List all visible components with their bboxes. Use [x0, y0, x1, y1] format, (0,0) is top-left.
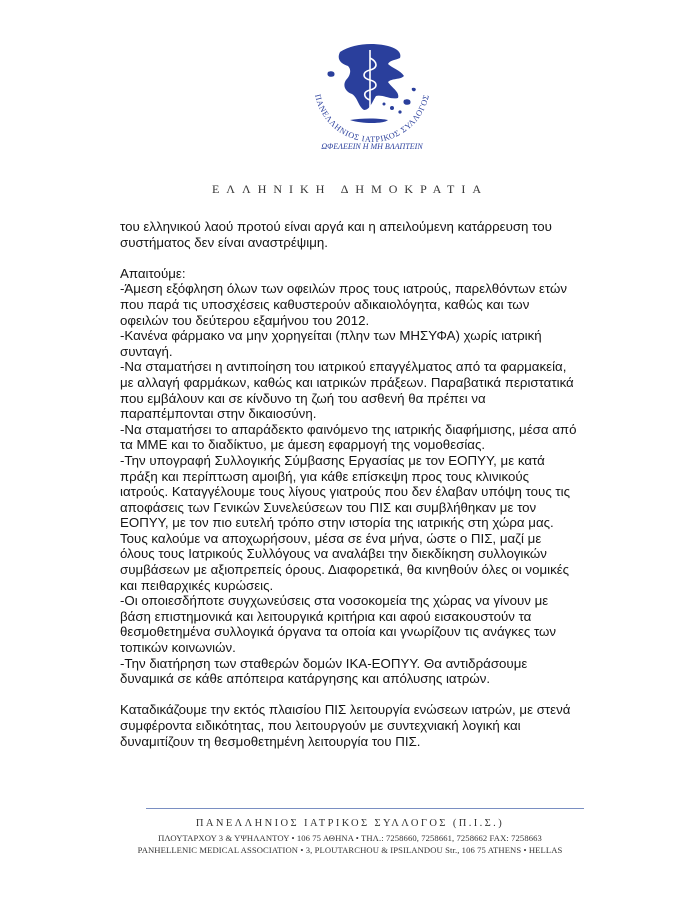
- body-line: που εμβάλουν και σε κίνδυνο τη ζωή του ασθενή θα πρέπει να: [120, 390, 486, 406]
- paragraph-break: [120, 250, 640, 266]
- body-line: αποφάσεις των Γενικών Συνελεύσεων του ΠΙΣ και συμβλήθηκαν με τον: [120, 499, 537, 515]
- association-logo: [292, 38, 452, 156]
- body-line: -Άμεση εξόφληση όλων των οφειλών προς τους ιατρούς, παρελθόντων ετών: [120, 281, 568, 297]
- footer-association-name: ΠΑΝΕΛΛΗΝΙΟΣ ΙΑΤΡΙΚΟΣ ΣΥΛΛΟΓΟΣ (Π.Ι.Σ.): [195, 818, 505, 829]
- body-line: -Την διατήρηση των σταθερών δομών ΙΚΑ-ΕΟΠΥΥ. Θα αντιδράσουμε: [120, 655, 528, 671]
- body-line: πράξη και περίπτωση αμοιβή, για κάθε επίσκεψη προς τους κλινικούς: [120, 468, 530, 484]
- body-line: Τους καλούμε να αποχωρήσουν, μέσα σε ένα μήνα, ώστε ο ΠΙΣ, μαζί με: [120, 530, 542, 546]
- body-line: όλους τους Ιατρικούς Συλλόγους να αναλάβει την διεκδίκηση συλλογικών: [120, 546, 547, 562]
- footer-divider: [146, 808, 584, 809]
- body-line: Καταδικάζουμε την εκτός πλαισίου ΠΙΣ λειτουργία ενώσεων ιατρών, με στενά: [120, 702, 571, 718]
- body-line: -Οι οποιεσδήποτε συγχωνεύσεις στα νοσοκομεία της χώρας να γίνουν με: [120, 593, 549, 609]
- body-line: τα ΜΜΕ και το διαδίκτυο, με άμεση εφαρμογή της νομοθεσίας.: [120, 437, 486, 453]
- footer-address-english: PANHELLENIC MEDICAL ASSOCIATION • 3, PLOUTARCHOU & IPSILANDOU Str., 106 75 ATHENS • HELLAS: [137, 845, 563, 855]
- greece-map-icon: [327, 44, 415, 123]
- body-line: οφειλών του δεύτερου εξαμήνου του 2012.: [120, 312, 370, 328]
- body-line: -Την υπογραφή Συλλογικής Σύμβασης Εργασίας με τον ΕΟΠΥΥ, με κατά: [120, 452, 545, 468]
- body-line: δυναμιτίζουν τη θεσμοθετημένη λειτουργία του ΠΙΣ.: [120, 733, 421, 749]
- body-line: παραπέμπονται στην δικαιοσύνη.: [120, 406, 317, 422]
- body-line: βάση επιστημονικά και λειτουργικά κριτήρια και αφού εισακουστούν τα: [120, 608, 532, 624]
- body-line: και πειθαρχικές κυρώσεις.: [120, 577, 274, 593]
- body-line: δυναμικά σε κάθε απόπειρα κατάργησης και απόλυσης ιατρών.: [120, 671, 491, 687]
- paragraph-break: [120, 687, 640, 703]
- body-line: με αλλαγή φαρμάκων, καθώς και ιατρικών πράξεων. Παραβατικά περιστατικά: [120, 374, 574, 390]
- body-line: συμβάσεων με αξιοπρεπείς όρους. Διαφορετικά, θα κινηθούν όλες οι νομικές: [120, 562, 570, 578]
- body-line: του ελληνικού λαού προτού είναι αργά και η απειλούμενη κατάρρευση του: [120, 219, 552, 234]
- body-line: Απαιτούμε:: [120, 265, 186, 281]
- logo-motto: ΩΦΕΛΕΕΙΝ Η ΜΗ ΒΛΑΠΤΕΙΝ: [321, 142, 423, 151]
- body-line: συμφέροντα ειδικότητας, που λειτουργούν με συντεχνιακή λογική και: [120, 718, 521, 733]
- body-line: -Να σταματήσει η αντιποίηση του ιατρικού επαγγέλματος από τα φαρμακεία,: [120, 359, 567, 375]
- republic-heading: ΕΛΛΗΝΙΚΗ ΔΗΜΟΚΡΑΤΙΑ: [211, 182, 489, 196]
- body-line: ΕΟΠΥΥ, με τον πιο ευτελή τρόπο στην ιστορία της ιατρικής στη χώρα μας.: [120, 515, 554, 531]
- body-line: -Να σταματήσει το απαράδεκτο φαινόμενο της ιατρικής διαφήμισης, μέσα από: [120, 421, 577, 437]
- letter-body: [120, 219, 640, 749]
- body-line: θεσμοθετημένα συλλογικά όργανα τα οποία και γνωρίζουν τις ανάγκες των: [120, 624, 557, 640]
- body-line: συνταγή.: [120, 343, 173, 359]
- body-line: συστήματος δεν είναι αναστρέψιμη.: [120, 234, 328, 250]
- body-line: που παρά τις υποσχέσεις καθυστερούν αδικαιολόγητα, καθώς και των: [120, 296, 530, 312]
- svg-text:ΠΑΝΕΛΛΗΝΙΟΣ ΙΑΤΡΙΚΟΣ ΣΥΛΛΟΓΟΣ: ΠΑΝΕΛΛΗΝΙΟΣ ΙΑΤΡΙΚΟΣ ΣΥΛΛΟΓΟΣ: [313, 93, 431, 145]
- body-line: -Κανένα φάρμακο να μην χορηγείται (πλην των ΜΗΣΥΦΑ) χωρίς ιατρική: [120, 328, 542, 344]
- footer-address-greek: ΠΛΟΥΤΑΡΧΟΥ 3 & ΥΨΗΛΑΝΤΟΥ • 106 75 ΑΘΗΝΑ • ΤΗΛ.: 7258660, 7258661, 7258662 FAX: 7258663: [158, 833, 542, 843]
- body-line: τοπικών κοινωνιών.: [120, 640, 236, 656]
- body-line: ιατρούς. Καταγγέλουμε τους λίγους γιατρούς που δεν έλαβαν υπόψη τους τις: [120, 484, 571, 500]
